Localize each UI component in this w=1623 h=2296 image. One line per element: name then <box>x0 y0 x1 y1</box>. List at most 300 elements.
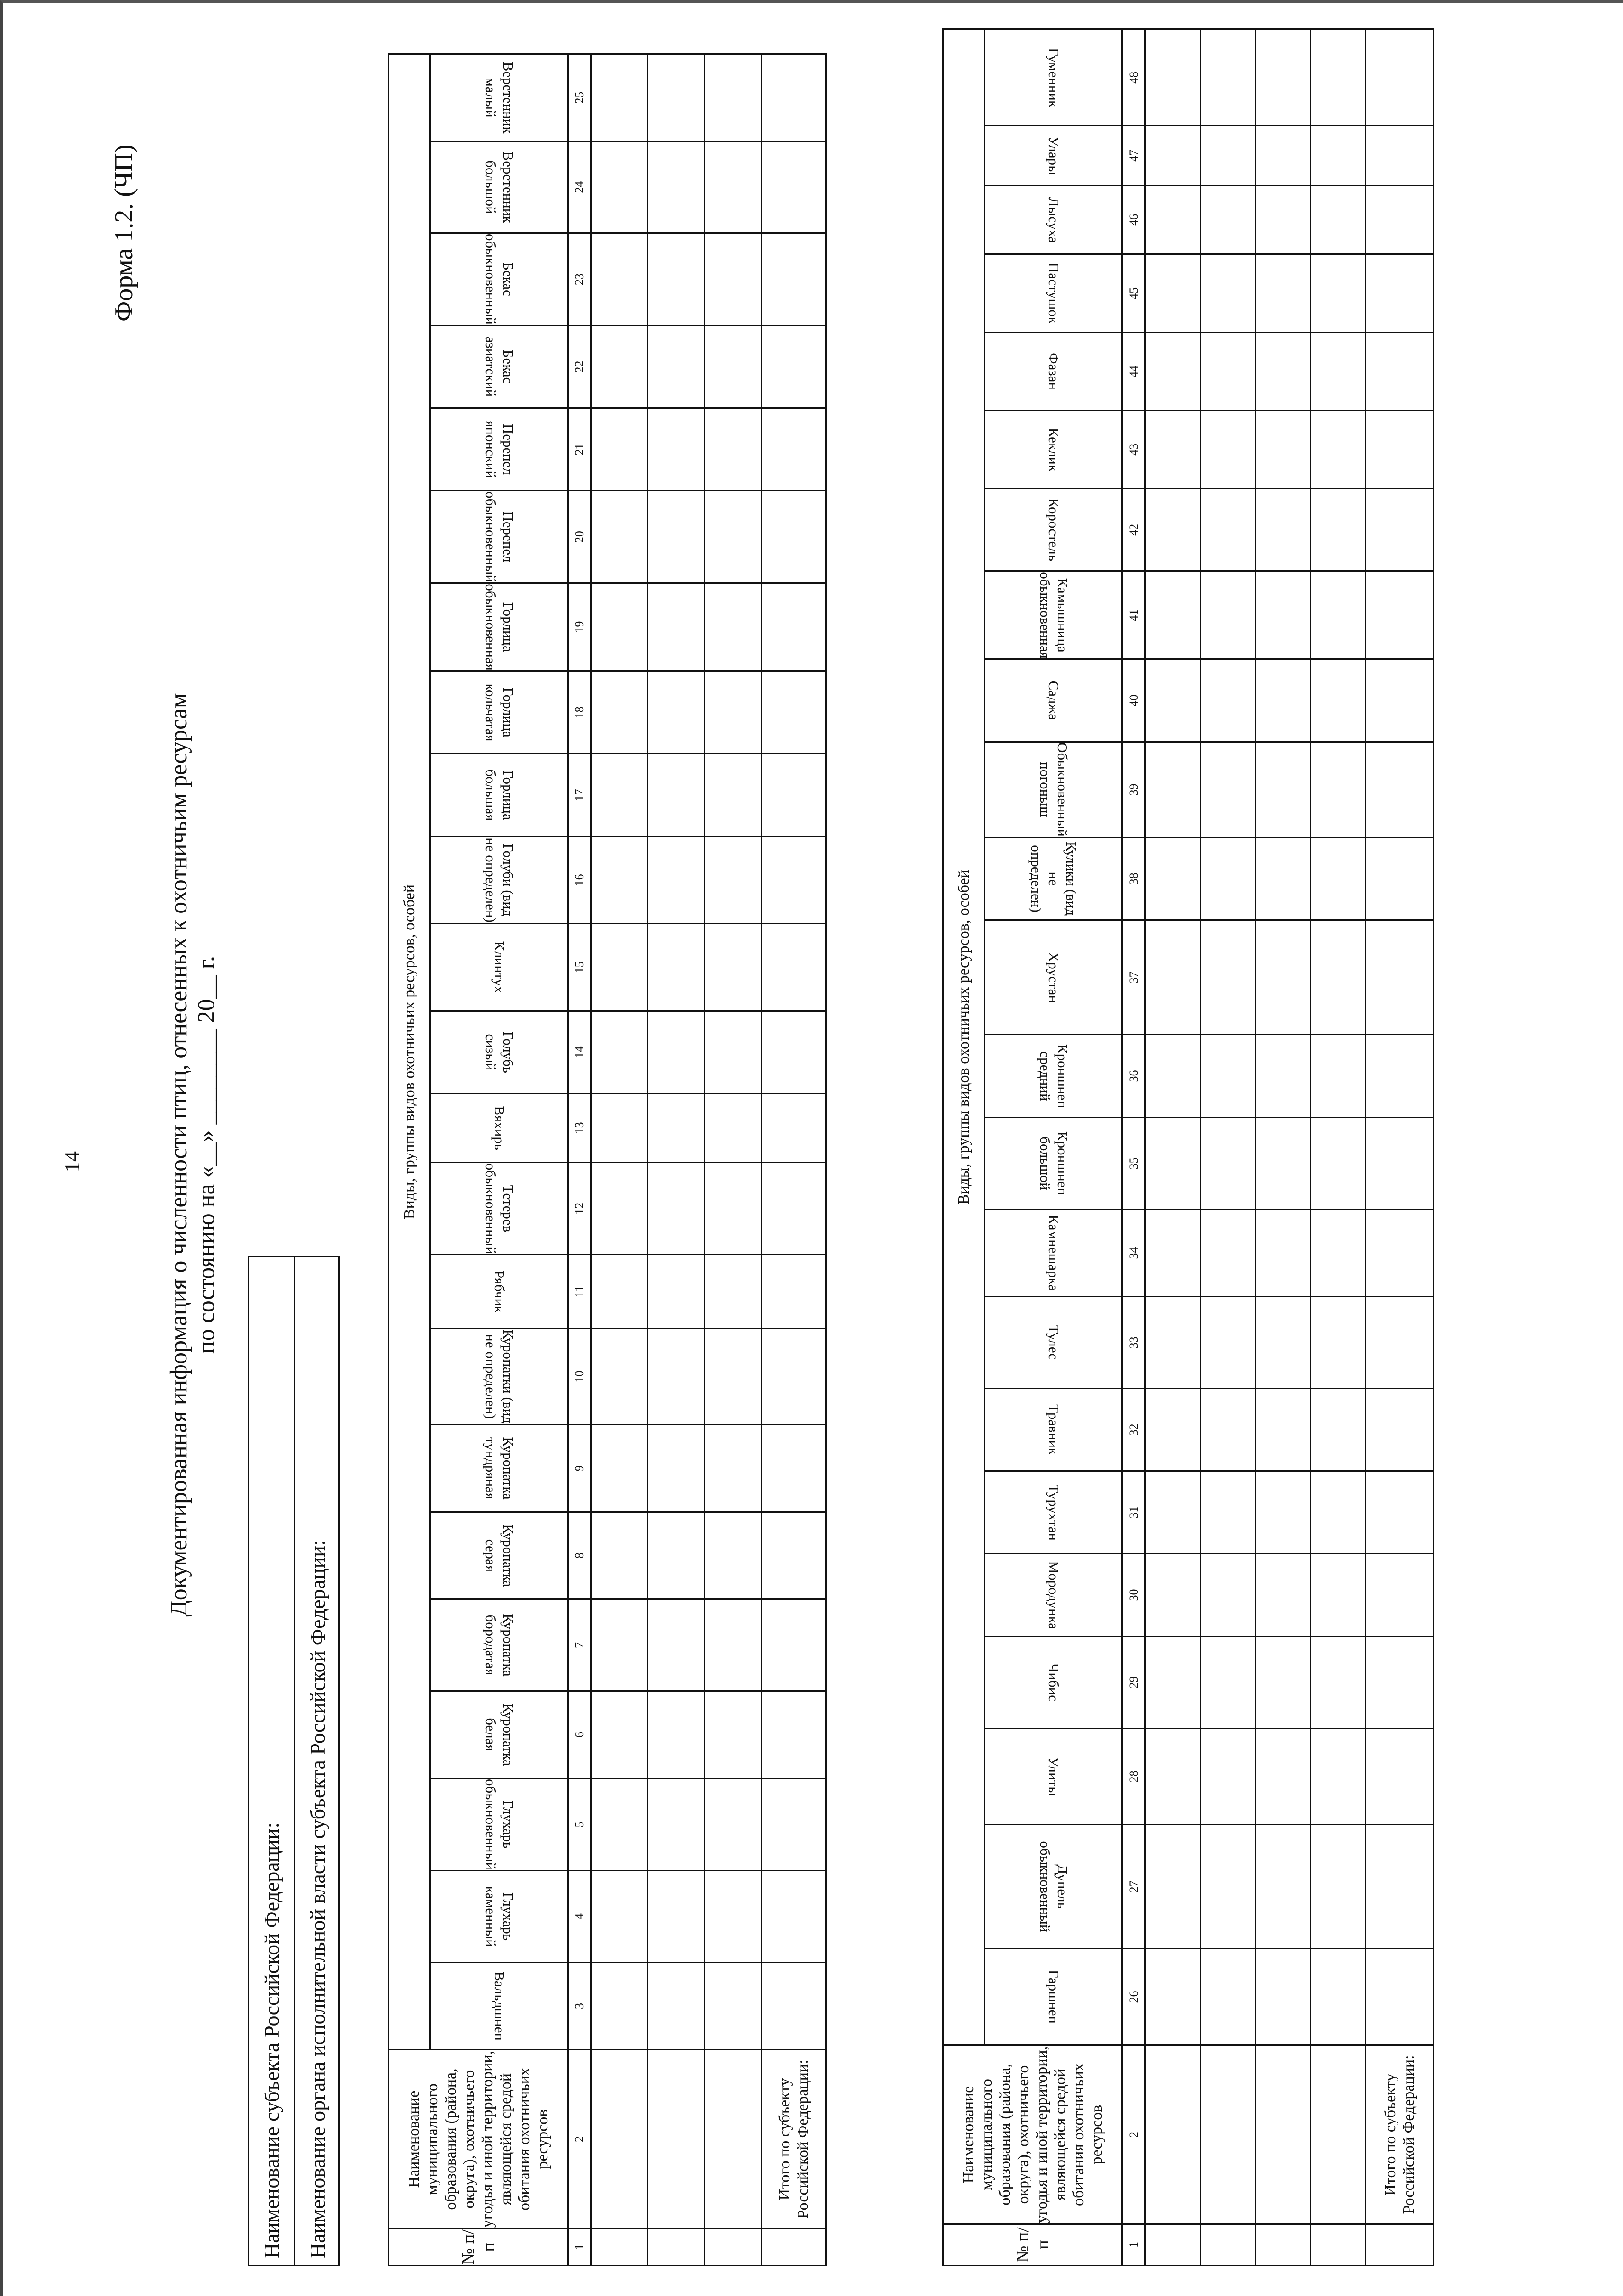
total-cell <box>1366 571 1434 659</box>
form-label: Форма 1.2. (ЧП) <box>110 144 138 321</box>
data-cell <box>1145 186 1200 254</box>
data-cell <box>1200 1554 1256 1637</box>
species-header-cell <box>985 411 1122 489</box>
data-cell <box>1311 1210 1366 1297</box>
data-cell <box>591 1328 648 1424</box>
data-cell <box>591 671 648 754</box>
data-cell <box>1145 1389 1200 1471</box>
data-cell <box>591 1424 648 1512</box>
species-name: Травник <box>1045 1404 1062 1455</box>
species-column-number: 28 <box>1122 1728 1145 1825</box>
data-cell <box>1311 411 1366 489</box>
species-header-cell <box>985 1471 1122 1554</box>
species-header-cell <box>430 491 568 583</box>
total-cell <box>762 583 826 671</box>
data-cell <box>591 2050 648 2229</box>
data-cell <box>1311 1637 1366 1728</box>
data-cell <box>1256 1389 1311 1471</box>
species-name: Саджа <box>1045 681 1062 720</box>
total-cell <box>1366 126 1434 186</box>
species-group-header: Виды, группы видов охотничьих ресурсов, особей <box>943 29 985 2045</box>
species-name: Тетерев обыкновенный <box>482 1163 516 1254</box>
species-header-cell <box>985 742 1122 838</box>
table-row <box>591 54 648 2266</box>
species-header-cell <box>985 1210 1122 1297</box>
total-row <box>1366 29 1434 2266</box>
table-row <box>705 54 762 2266</box>
total-cell <box>762 754 826 836</box>
species-name: Куропатка белая <box>482 1703 516 1766</box>
species-header-cell <box>430 583 568 671</box>
data-cell <box>591 1871 648 1963</box>
species-header-cell <box>985 1035 1122 1118</box>
total-cell <box>1366 920 1434 1035</box>
data-cell <box>1200 2045 1256 2224</box>
data-cell <box>1145 411 1200 489</box>
species-column-number: 12 <box>568 1162 591 1255</box>
col-number-header: № п/п <box>389 2229 568 2266</box>
data-cell <box>705 2050 762 2229</box>
species-name: Кулики (вид не определен) <box>1028 841 1079 916</box>
data-cell <box>1200 742 1256 838</box>
data-cell <box>591 1963 648 2050</box>
total-cell <box>1366 489 1434 571</box>
species-column-number: 5 <box>568 1778 591 1870</box>
species-header-cell <box>430 326 568 408</box>
data-cell <box>1145 742 1200 838</box>
data-cell <box>591 1512 648 1599</box>
total-cell <box>762 1778 826 1870</box>
table-row <box>1256 29 1311 2266</box>
data-cell <box>705 1871 762 1963</box>
col-name-index: 2 <box>1122 2045 1145 2224</box>
species-column-number: 9 <box>568 1424 591 1512</box>
data-cell <box>1145 1825 1200 1949</box>
data-cell <box>1145 1297 1200 1389</box>
total-number-cell <box>1366 2224 1434 2266</box>
data-cell <box>648 1778 705 1870</box>
data-cell <box>705 54 762 141</box>
species-header-cell <box>985 1728 1122 1825</box>
data-cell <box>1200 1949 1256 2045</box>
data-cell <box>1200 332 1256 411</box>
total-cell <box>762 1963 826 2050</box>
total-cell <box>762 491 826 583</box>
total-cell <box>1366 1471 1434 1554</box>
data-cell <box>1145 659 1200 742</box>
data-cell <box>1256 742 1311 838</box>
data-cell <box>648 2229 705 2266</box>
species-name: Камышница обыкновенная <box>1037 572 1071 659</box>
species-name: Глухарь каменный <box>482 1886 516 1947</box>
subject-name-field: Наименование субъекта Российской Федерации: <box>260 1822 283 2258</box>
species-column-number: 38 <box>1122 838 1145 920</box>
data-cell <box>1145 1035 1200 1118</box>
data-cell <box>1311 920 1366 1035</box>
data-cell <box>648 491 705 583</box>
species-column-number: 40 <box>1122 659 1145 742</box>
species-column-number: 22 <box>568 326 591 408</box>
data-cell <box>705 1691 762 1778</box>
data-cell <box>1256 1554 1311 1637</box>
data-cell <box>1256 571 1311 659</box>
species-header-cell <box>430 1011 568 1093</box>
document-title: Документированная информация о численности птиц, отнесенных к охотничьим ресурсам <box>166 693 192 1617</box>
document-date-line: по состоянию на «__» ________ 20__ г. <box>193 956 220 1354</box>
total-cell <box>762 1011 826 1093</box>
data-cell <box>1145 1118 1200 1210</box>
species-name: Глухарь обыкновенный <box>482 1778 516 1870</box>
species-column-number: 37 <box>1122 920 1145 1035</box>
species-column-number: 32 <box>1122 1389 1145 1471</box>
data-cell <box>648 583 705 671</box>
species-name: Веретенник малый <box>482 62 516 134</box>
data-cell <box>1200 1035 1256 1118</box>
data-cell <box>705 1424 762 1512</box>
data-cell <box>705 233 762 326</box>
data-cell <box>591 1691 648 1778</box>
species-column-number: 18 <box>568 671 591 754</box>
data-cell <box>648 836 705 923</box>
data-cell <box>591 54 648 141</box>
species-column-number: 42 <box>1122 489 1145 571</box>
species-column-number: 26 <box>1122 1949 1145 2045</box>
data-cell <box>1256 838 1311 920</box>
data-cell <box>1256 920 1311 1035</box>
data-cell <box>1145 1554 1200 1637</box>
total-cell <box>1366 1297 1434 1389</box>
data-cell <box>1145 2045 1200 2224</box>
data-cell <box>1200 1389 1256 1471</box>
col-number-index: 1 <box>1122 2224 1145 2266</box>
species-column-number: 15 <box>568 923 591 1011</box>
data-cell <box>1256 186 1311 254</box>
data-cell <box>705 1599 762 1691</box>
species-header-cell <box>985 838 1122 920</box>
species-name: Перепел японский <box>482 421 516 478</box>
species-header-cell <box>985 1949 1122 2045</box>
total-cell <box>762 408 826 491</box>
total-cell <box>1366 1554 1434 1637</box>
total-cell <box>1366 1389 1434 1471</box>
species-header-cell <box>985 29 1122 126</box>
data-cell <box>1311 1554 1366 1637</box>
total-cell <box>762 1512 826 1599</box>
data-cell <box>705 491 762 583</box>
species-header-cell <box>985 1297 1122 1389</box>
species-column-number: 27 <box>1122 1825 1145 1949</box>
species-name: Клинтух <box>491 941 507 994</box>
species-name: Лысуха <box>1045 197 1062 243</box>
data-cell <box>1256 411 1311 489</box>
data-cell <box>1256 1035 1311 1118</box>
table-row <box>1311 29 1366 2266</box>
species-header-cell <box>985 659 1122 742</box>
data-cell <box>1256 1728 1311 1825</box>
table-row <box>1145 29 1200 2266</box>
data-cell <box>1200 1297 1256 1389</box>
data-cell <box>1145 1949 1200 2045</box>
total-label: Итого по субъекту Российской Федерации: <box>1366 2045 1434 2224</box>
data-cell <box>648 923 705 1011</box>
species-header-cell <box>430 1963 568 2050</box>
data-cell <box>1256 254 1311 332</box>
data-cell <box>591 233 648 326</box>
data-cell <box>1256 1825 1311 1949</box>
species-header-cell <box>430 1328 568 1424</box>
species-name: Бекас азиатский <box>482 336 516 397</box>
col-name-header: Наименование муниципального образования (района, округа), охотничьего угодья и иной территории, являющейся средой обитания охотничьих ресурсов <box>943 2045 1122 2224</box>
total-cell <box>762 1871 826 1963</box>
species-name: Кроншнеп средний <box>1037 1044 1071 1109</box>
total-cell <box>1366 1118 1434 1210</box>
data-cell <box>648 1011 705 1093</box>
total-cell <box>1366 1728 1434 1825</box>
data-cell <box>705 836 762 923</box>
data-cell <box>648 326 705 408</box>
data-cell <box>1256 1949 1311 2045</box>
species-name: Веретенник большой <box>482 151 516 223</box>
species-column-number: 39 <box>1122 742 1145 838</box>
data-cell <box>1311 2224 1366 2266</box>
species-header-cell <box>985 1118 1122 1210</box>
total-cell <box>1366 29 1434 126</box>
total-cell <box>762 671 826 754</box>
data-cell <box>1145 1728 1200 1825</box>
page-number: 14 <box>60 1151 84 1172</box>
data-cell <box>1145 1210 1200 1297</box>
data-cell <box>1200 920 1256 1035</box>
data-cell <box>1200 186 1256 254</box>
data-cell <box>1311 332 1366 411</box>
species-name: Горлица обыкновенная <box>482 584 516 670</box>
species-column-number: 25 <box>568 54 591 141</box>
authority-name-field: Наименование органа исполнительной власти субъекта Российской Федерации: <box>294 1257 338 2265</box>
species-column-number: 44 <box>1122 332 1145 411</box>
data-cell <box>1311 838 1366 920</box>
total-cell <box>762 54 826 141</box>
data-cell <box>648 1691 705 1778</box>
data-cell <box>705 1778 762 1870</box>
species-header-cell <box>985 920 1122 1035</box>
species-column-number: 30 <box>1122 1554 1145 1637</box>
species-header-cell <box>430 1691 568 1778</box>
total-cell <box>1366 659 1434 742</box>
species-column-number: 6 <box>568 1691 591 1778</box>
species-column-number: 20 <box>568 491 591 583</box>
data-cell <box>1311 29 1366 126</box>
data-cell <box>705 923 762 1011</box>
species-name: Коростель <box>1045 498 1062 562</box>
total-cell <box>762 1093 826 1162</box>
total-cell <box>1366 1210 1434 1297</box>
total-label: Итого по субъекту Российской Федерации: <box>762 2050 826 2229</box>
data-cell <box>1145 2224 1200 2266</box>
species-column-number: 41 <box>1122 571 1145 659</box>
data-cell <box>705 1011 762 1093</box>
data-cell <box>1145 29 1200 126</box>
species-column-number: 17 <box>568 754 591 836</box>
table-row <box>1200 29 1256 2266</box>
total-cell <box>762 1691 826 1778</box>
data-cell <box>1256 1297 1311 1389</box>
species-name: Кроншнеп большой <box>1037 1131 1071 1196</box>
data-cell <box>705 671 762 754</box>
data-cell <box>1200 1471 1256 1554</box>
data-cell <box>705 141 762 233</box>
species-header-cell <box>430 1255 568 1328</box>
species-header-cell <box>430 408 568 491</box>
data-cell <box>591 1162 648 1255</box>
data-cell <box>1145 489 1200 571</box>
species-name: Хрустан <box>1045 952 1062 1003</box>
data-cell <box>705 1255 762 1328</box>
data-cell <box>648 1599 705 1691</box>
species-name: Гуменник <box>1045 47 1062 107</box>
data-cell <box>1200 1118 1256 1210</box>
species-header-cell <box>430 54 568 141</box>
data-cell <box>705 326 762 408</box>
data-cell <box>1256 489 1311 571</box>
species-name: Бекас обыкновенный <box>482 234 516 325</box>
species-header-cell <box>430 233 568 326</box>
data-cell <box>1200 2224 1256 2266</box>
data-cell <box>1200 411 1256 489</box>
total-number-cell <box>762 2229 826 2266</box>
total-cell <box>762 1424 826 1512</box>
data-cell <box>591 1255 648 1328</box>
species-header-cell <box>430 1599 568 1691</box>
species-column-number: 34 <box>1122 1210 1145 1297</box>
data-cell <box>1311 571 1366 659</box>
data-cell <box>1200 29 1256 126</box>
data-cell <box>1200 126 1256 186</box>
data-cell <box>1200 489 1256 571</box>
species-header-cell <box>985 1389 1122 1471</box>
total-cell <box>1366 1637 1434 1728</box>
total-cell <box>1366 1825 1434 1949</box>
species-header-cell <box>430 754 568 836</box>
species-name: Турухтан <box>1045 1484 1062 1541</box>
data-cell <box>591 754 648 836</box>
species-name: Горлица большая <box>482 769 516 821</box>
data-cell <box>705 408 762 491</box>
total-cell <box>762 923 826 1011</box>
data-cell <box>591 2229 648 2266</box>
data-cell <box>1200 1210 1256 1297</box>
total-cell <box>1366 1035 1434 1118</box>
data-cell <box>1256 1210 1311 1297</box>
data-cell <box>705 1093 762 1162</box>
species-name: Фазан <box>1045 353 1062 390</box>
data-cell <box>1311 126 1366 186</box>
species-column-number: 14 <box>568 1011 591 1093</box>
species-name: Куропатки (вид не определен) <box>482 1329 516 1424</box>
species-name: Голубь сизый <box>482 1031 516 1073</box>
total-cell <box>762 836 826 923</box>
species-header-cell <box>985 332 1122 411</box>
data-cell <box>648 2050 705 2229</box>
data-cell <box>1311 1825 1366 1949</box>
data-cell <box>591 408 648 491</box>
species-column-number: 46 <box>1122 186 1145 254</box>
species-name: Вяхирь <box>491 1106 507 1150</box>
total-cell <box>1366 1949 1434 2045</box>
data-cell <box>1311 1949 1366 2045</box>
species-name: Дупель обыкновенный <box>1037 1841 1071 1932</box>
species-column-number: 10 <box>568 1328 591 1424</box>
data-cell <box>1311 659 1366 742</box>
species-header-cell <box>430 1871 568 1963</box>
data-cell <box>1311 1471 1366 1554</box>
data-cell <box>705 1512 762 1599</box>
species-name: Обыкновенный погоныш <box>1037 743 1071 837</box>
data-cell <box>1200 571 1256 659</box>
data-cell <box>1256 332 1311 411</box>
data-cell <box>1311 2045 1366 2224</box>
species-column-number: 3 <box>568 1963 591 2050</box>
species-column-number: 45 <box>1122 254 1145 332</box>
species-header-cell <box>430 1093 568 1162</box>
total-cell <box>1366 186 1434 254</box>
total-cell <box>762 1328 826 1424</box>
data-cell <box>1311 1389 1366 1471</box>
data-cell <box>591 141 648 233</box>
data-cell <box>1200 838 1256 920</box>
species-column-number: 36 <box>1122 1035 1145 1118</box>
data-cell <box>705 1963 762 2050</box>
data-cell <box>1200 1728 1256 1825</box>
species-header-cell <box>985 126 1122 186</box>
species-name: Вальдшнеп <box>491 1971 507 2041</box>
data-cell <box>648 233 705 326</box>
data-cell <box>1311 1728 1366 1825</box>
total-cell <box>762 233 826 326</box>
data-cell <box>648 1162 705 1255</box>
col-number-header: № п/п <box>943 2224 1122 2266</box>
species-name: Чибис <box>1045 1663 1062 1701</box>
data-cell <box>648 408 705 491</box>
total-cell <box>762 326 826 408</box>
species-name: Мородунка <box>1045 1561 1062 1629</box>
total-cell <box>762 1162 826 1255</box>
species-header-cell <box>430 1778 568 1870</box>
species-column-number: 23 <box>568 233 591 326</box>
species-table-2 <box>942 28 1434 2266</box>
species-header-cell <box>985 571 1122 659</box>
data-cell <box>705 583 762 671</box>
total-cell <box>1366 411 1434 489</box>
species-name: Голуби (вид не определен) <box>482 838 516 923</box>
data-cell <box>591 1778 648 1870</box>
species-name: Кеклик <box>1045 428 1062 472</box>
data-cell <box>705 1328 762 1424</box>
data-cell <box>591 491 648 583</box>
species-header-cell <box>430 671 568 754</box>
species-name: Горлица кольчатая <box>482 683 516 742</box>
species-column-number: 21 <box>568 408 591 491</box>
data-cell <box>1256 29 1311 126</box>
species-header-cell <box>985 1637 1122 1728</box>
species-column-number: 24 <box>568 141 591 233</box>
data-cell <box>1200 254 1256 332</box>
total-cell <box>1366 838 1434 920</box>
total-cell <box>1366 254 1434 332</box>
data-cell <box>1311 1297 1366 1389</box>
data-cell <box>705 754 762 836</box>
species-table-1 <box>388 53 827 2266</box>
species-column-number: 47 <box>1122 126 1145 186</box>
